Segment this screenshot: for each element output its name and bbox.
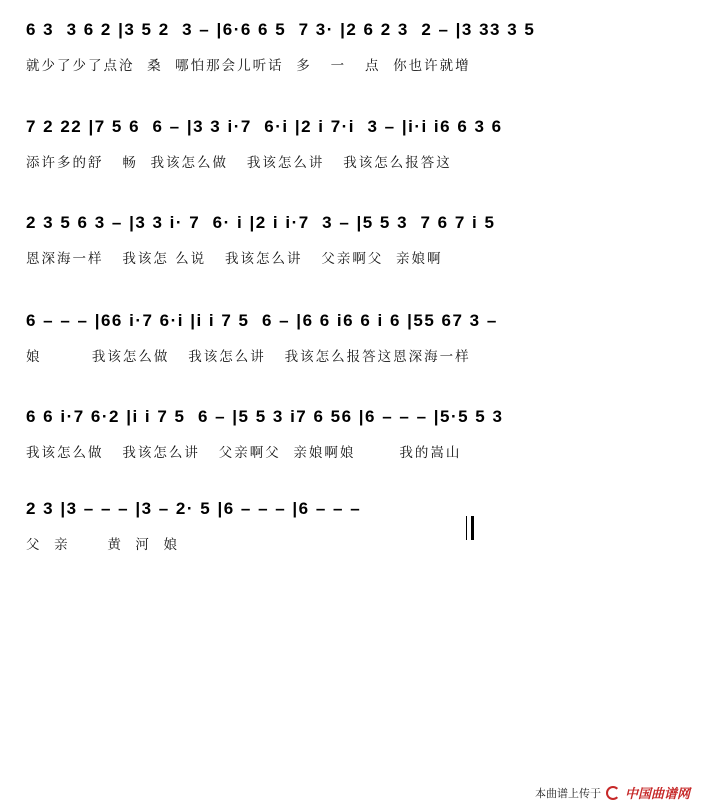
score-system-3	[0, 193, 702, 288]
lyrics-line: 就少了少了点沧 桑 哪怕那会儿听话 多 一 点 你也许就增	[26, 58, 471, 74]
notation-line: 7 2 22 |7 5 6 6 – |3 3 i·7 6·i |2 i 7·i 3 – |i·i i6 6 3 6	[26, 117, 503, 136]
score-system-1	[0, 0, 702, 95]
site-logo-text[interactable]: 中国曲谱网	[624, 787, 690, 802]
lyrics-line: 娘 我该怎么做 我该怎么讲 我该怎么报答这恩深海一样	[26, 349, 471, 365]
score-system-5	[0, 387, 702, 482]
score-system-2	[0, 97, 702, 192]
lyrics-line: 我该怎么做 我该怎么讲 父亲啊父 亲娘啊娘 我的嵩山	[26, 445, 462, 461]
lyrics-line: 添许多的舒 畅 我该怎么做 我该怎么讲 我该怎么报答这	[26, 155, 452, 171]
footer-credit	[535, 783, 690, 802]
notation-line: 2 3 |3 – – – |3 – 2· 5 |6 – – – |6 – – –	[26, 499, 362, 518]
score-system-4	[0, 291, 702, 386]
final-barline-thin	[466, 516, 467, 540]
notation-line: 2 3 5 6 3 – |3 3 i· 7 6· i |2 i i·7 3 – |5 5 3 7 6 7 i 5	[26, 213, 496, 232]
lyrics-line: 恩深海一样 我该怎 么说 我该怎么讲 父亲啊父 亲娘啊	[26, 251, 443, 267]
footer-upload-text: 本曲谱上传于	[534, 787, 601, 800]
score-system-6	[0, 479, 702, 574]
final-barline	[471, 516, 474, 540]
notation-line: 6 – – – |66 i·7 6·i |i i 7 5 6 – |6 6 i6 6 i 6 |55 67 3 –	[26, 311, 498, 330]
qupu-logo-icon	[606, 786, 620, 800]
notation-line: 6 6 i·7 6·2 |i i 7 5 6 – |5 5 3 i7 6 56 |6 – – – |5·5 5 3	[26, 407, 504, 426]
lyrics-line: 父 亲 黄 河 娘	[26, 537, 179, 553]
notation-line: 6 3 3 6 2 |3 5 2 3 – |6·6 6 5 7 3· |2 6 2 3 2 – |3 33 3 5	[26, 20, 536, 39]
